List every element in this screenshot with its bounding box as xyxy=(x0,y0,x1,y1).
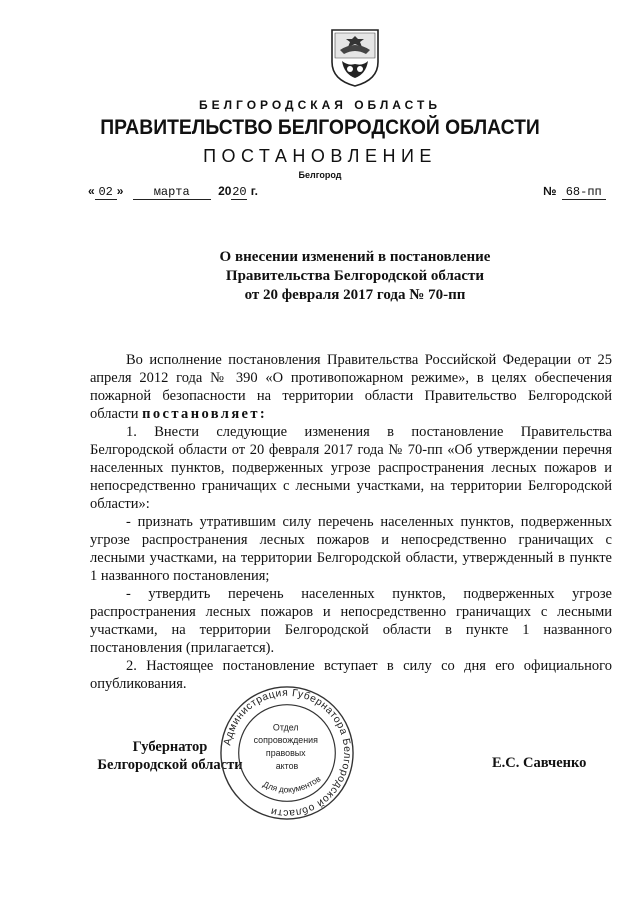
date-day: 02 xyxy=(95,185,117,200)
body-paragraph-5: 2. Настоящее постановление вступает в силу со дня его официального опубликования. xyxy=(90,658,612,692)
title-line-1: О внесении изменений в постановление xyxy=(219,249,491,265)
document-number: 68-пп xyxy=(562,185,606,200)
title-line-3: от 20 февраля 2017 года № 70-пп xyxy=(244,287,466,303)
official-stamp xyxy=(218,684,356,822)
date-open-quote: « xyxy=(88,184,95,198)
body-paragraph-1: Во исполнение постановления Правительства Российской Федерации от 25 апреля 2012 года № 390 «О противопожарном режиме», в целях обеспечения пожарной безопасности на территории области Правительство Белгородской области постановляет: xyxy=(90,352,612,422)
body-paragraph-2: 1. Внести следующие изменения в постановление Правительства Белгородской области от 20 февраля 2017 года № 70-пп «Об утверждении перечня населенных пунктов, подверженных угрозе распространения лесных пожаров и непосредственно граничащих с лесными участками, на территории Белгородской области»: xyxy=(90,424,612,512)
number-label: № xyxy=(543,184,557,198)
signatory-role-line-1: Губернатор xyxy=(132,739,208,755)
date-year-suffix: 20 xyxy=(232,185,247,199)
date-year-abbr: г. xyxy=(250,184,258,198)
svg-text:Для документов: Для документов xyxy=(261,773,323,795)
signatory-role-line-2: Белгородской области xyxy=(97,757,243,773)
date-month: марта xyxy=(133,185,211,200)
government-heading: ПРАВИТЕЛЬСТВО БЕЛГОРОДСКОЙ ОБЛАСТИ xyxy=(100,116,540,139)
body-paragraph-4: - утвердить перечень населенных пунктов, подверженных угрозе распространения лесных пожаров и непосредственно граничащих с лесными участками, на территории Белгородской области в пункте 1 названного постановления (прилагается). xyxy=(90,586,612,656)
date-line xyxy=(88,184,258,200)
signatory-name: Е.С. Савченко xyxy=(492,755,587,771)
body-paragraph-3: - признать утратившим силу перечень населенных пунктов, подверженных угрозе распространения лесных пожаров и непосредственно граничащих с лесными участками, на территории Белгородской области, утвержденный в пункте 1 названного постановления; xyxy=(90,514,612,584)
resolves-keyword: постановляет: xyxy=(142,406,268,422)
region-heading: БЕЛГОРОДСКАЯ ОБЛАСТЬ xyxy=(199,98,441,112)
coat-of-arms-icon xyxy=(330,28,380,88)
number-line xyxy=(543,184,606,200)
date-close-quote: » xyxy=(116,184,124,198)
title-line-2: Правительства Белгородской области xyxy=(225,268,485,284)
svg-text:Отдел сопровождения пр: Отдел сопровождения правовых актов xyxy=(253,722,318,771)
document-type-heading: ПОСТАНОВЛЕНИЕ xyxy=(203,146,437,166)
svg-text:Администрация Губернатора Белг: Администрация Губернатора Белгородской области xyxy=(222,687,353,819)
document-title xyxy=(120,248,590,305)
city-label: Белгород xyxy=(298,170,342,180)
date-year-prefix: 20 xyxy=(218,184,232,198)
document-body xyxy=(90,351,612,693)
